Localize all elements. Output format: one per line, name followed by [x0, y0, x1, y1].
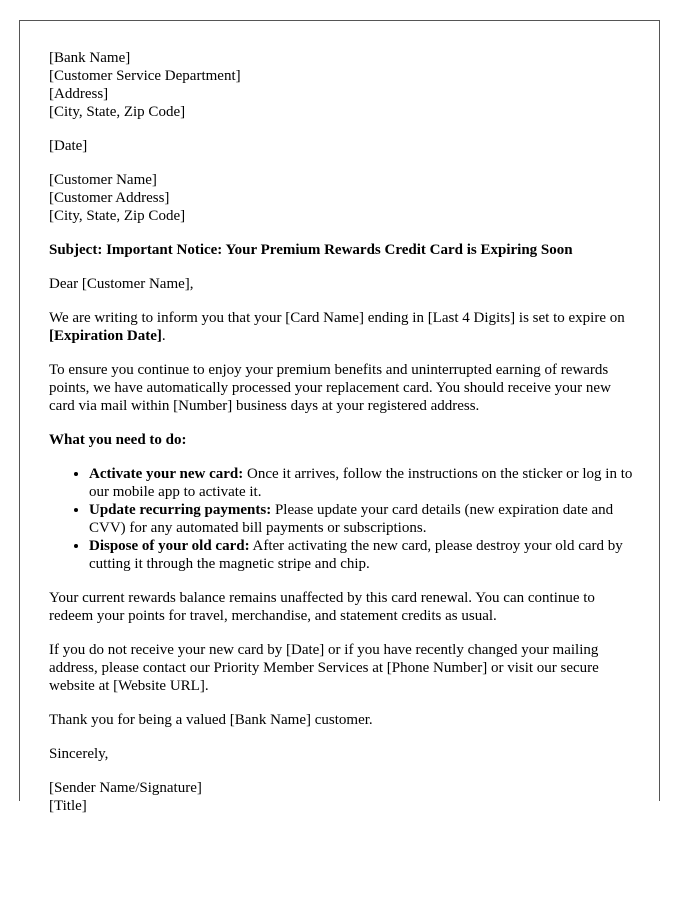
sender-city-state-zip: [City, State, Zip Code] — [49, 104, 186, 120]
todo-item-text: After activating the new card, please destroy your old card by cutting it through the magnetic stripe and chip. — [89, 538, 623, 572]
todo-list — [49, 465, 639, 573]
todo-heading: What you need to do: — [49, 432, 187, 448]
recipient-name: [Customer Name] — [49, 172, 157, 188]
signature-title: [Title] — [49, 798, 87, 814]
sender-street: [Address] — [49, 86, 109, 102]
recipient-street: [Customer Address] — [49, 190, 170, 206]
rewards-paragraph: Your current rewards balance remains unaffected by this card renewal. You can continue to redeem your points for travel, merchandise, and statement credits as usual. — [49, 590, 595, 624]
subject-line: Subject: Important Notice: Your Premium Rewards Credit Card is Expiring Soon — [49, 242, 573, 258]
replacement-paragraph: To ensure you continue to enjoy your premium benefits and uninterrupted earning of rewards points, we have automatically processed your replacement card. You should receive your new card via mail within [Number] business days at your registered address. — [49, 362, 611, 414]
recipient-city-state-zip: [City, State, Zip Code] — [49, 208, 186, 224]
todo-item-title: Activate your new card: — [89, 466, 244, 482]
todo-item-title: Dispose of your old card: — [89, 538, 250, 554]
closing: Sincerely, — [49, 746, 109, 762]
intro-text: We are writing to inform you that your [Card Name] ending in [Last 4 Digits] is set to expire on — [49, 310, 625, 326]
contact-paragraph: If you do not receive your new card by [Date] or if you have recently changed your mailing address, please contact our Priority Member Services at [Phone Number] or visit our secure website at [Website URL]. — [49, 642, 599, 694]
thanks-paragraph: Thank you for being a valued [Bank Name] customer. — [49, 712, 373, 728]
sender-address — [49, 49, 639, 121]
intro-tail: . — [161, 328, 166, 344]
todo-item-text: Please update your card details (new expiration date and CVV) for any automated bill payments or subscriptions. — [89, 502, 614, 536]
sender-department: [Customer Service Department] — [49, 68, 241, 84]
list-item — [89, 537, 639, 573]
list-item — [89, 501, 639, 537]
letter-page — [19, 20, 660, 814]
recipient-address — [49, 171, 639, 225]
todo-item-title: Update recurring payments: — [89, 502, 272, 518]
todo-item-text: Once it arrives, follow the instructions on the sticker or log in to our mobile app to activate it. — [89, 466, 633, 500]
signature-block — [49, 779, 639, 815]
letter-body — [49, 49, 639, 831]
sender-bank-name: [Bank Name] — [49, 50, 131, 66]
signature-name: [Sender Name/Signature] — [49, 780, 202, 796]
expiration-date: [Expiration Date] — [49, 328, 162, 344]
salutation: Dear [Customer Name], — [49, 276, 194, 292]
letter-date: [Date] — [49, 138, 88, 154]
list-item — [89, 465, 639, 501]
intro-paragraph — [49, 309, 639, 345]
